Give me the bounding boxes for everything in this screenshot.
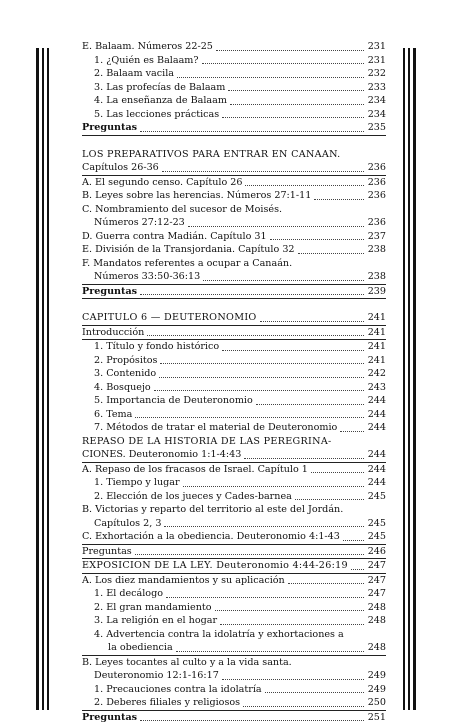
dot-leader	[177, 77, 364, 78]
toc-entry	[82, 435, 386, 449]
toc-entry	[82, 81, 386, 95]
toc-entry	[82, 326, 386, 341]
left-margin-bar-3	[47, 48, 49, 710]
toc-page-number: 244	[366, 394, 386, 408]
toc-entry	[82, 601, 386, 615]
dot-leader	[135, 417, 364, 418]
dot-leader	[183, 486, 364, 487]
toc-entry-text: 1. Tiempo y lugar	[94, 476, 180, 490]
toc-entry	[82, 108, 386, 122]
toc-entry-text: Capítulos 2, 3	[94, 517, 161, 531]
toc-entry	[82, 490, 386, 504]
toc-entry-text: 3. Contenido	[94, 367, 156, 381]
dot-leader	[244, 458, 364, 459]
toc-entry	[82, 394, 386, 408]
toc-entry-text: 5. Las lecciones prácticas	[94, 108, 219, 122]
toc-entry-text: 4. La enseñanza de Balaam	[94, 94, 227, 108]
toc-entry	[82, 340, 386, 354]
dot-leader	[147, 335, 364, 336]
toc-entry	[82, 94, 386, 108]
dot-leader	[176, 651, 364, 652]
toc-page-number: 241	[366, 311, 386, 325]
toc-entry	[82, 161, 386, 176]
dot-leader	[343, 540, 364, 541]
toc-page-number: 244	[366, 448, 386, 462]
toc-page-number: 234	[366, 108, 386, 122]
toc-entry	[82, 711, 386, 724]
dot-leader	[314, 199, 364, 200]
toc-entry-text: CAPITULO 6 — DEUTERONOMIO	[82, 311, 257, 325]
right-margin-bar-1	[403, 48, 405, 710]
toc-page-number: 234	[366, 94, 386, 108]
toc-entry-text: 6. Tema	[94, 408, 132, 422]
toc-page-number: 236	[366, 189, 386, 203]
section-gap	[82, 136, 386, 148]
toc-page-number: 243	[366, 381, 386, 395]
right-margin-bar-3	[413, 48, 416, 710]
dot-leader	[222, 117, 364, 118]
dot-leader	[215, 610, 364, 611]
dot-leader	[202, 63, 364, 64]
section-gap	[82, 299, 386, 311]
dot-leader	[135, 554, 364, 555]
toc-entry	[82, 559, 386, 574]
toc-page-number: 237	[366, 230, 386, 244]
toc-page-number: 251	[366, 711, 386, 724]
toc-entry	[82, 243, 386, 257]
toc-page-number: 236	[366, 216, 386, 230]
toc-entry	[82, 270, 386, 285]
dot-leader	[243, 706, 364, 707]
toc-entry-text: B. Leyes tocantes al culto y a la vida santa.	[82, 656, 292, 670]
dot-leader	[164, 526, 364, 527]
dot-leader	[222, 679, 364, 680]
toc-entry-text: Números 33:50-36:13	[94, 270, 200, 284]
toc-page-number: 248	[366, 641, 386, 655]
toc-entry-text: 7. Métodos de tratar el material de Deuteronomio	[94, 421, 337, 435]
toc-entry-text: C. Exhortación a la obediencia. Deuteronomio 4:1-43	[82, 530, 340, 544]
dot-leader	[154, 390, 364, 391]
dot-leader	[222, 350, 364, 351]
toc-entry	[82, 203, 386, 217]
toc-entry-text: B. Leyes sobre las herencias. Números 27:1-11	[82, 189, 311, 203]
toc-page-number: 249	[366, 669, 386, 683]
dot-leader	[245, 185, 364, 186]
toc-page-number: 245	[366, 517, 386, 531]
toc-page-number: 245	[366, 490, 386, 504]
toc-page-number: 231	[366, 54, 386, 68]
toc-entry	[82, 148, 386, 162]
dot-leader	[228, 90, 364, 91]
dot-leader	[295, 499, 364, 500]
toc-entry	[82, 545, 386, 560]
toc-entry	[82, 641, 386, 656]
toc-page-number: 247	[366, 574, 386, 588]
left-margin-bar-2	[42, 48, 44, 710]
toc-entry-text: 3. Las profecías de Balaam	[94, 81, 225, 95]
toc-entry-text: 1. El decálogo	[94, 587, 163, 601]
toc-page-number: 244	[366, 476, 386, 490]
toc-page-number: 250	[366, 696, 386, 710]
right-margin-bar-2	[408, 48, 410, 710]
dot-leader	[216, 50, 364, 51]
dot-leader	[140, 294, 364, 295]
dot-leader	[351, 569, 364, 570]
toc-entry	[82, 176, 386, 190]
toc-entry	[82, 683, 386, 697]
toc-entry-text: Capítulos 26-36	[82, 161, 159, 175]
toc-entry	[82, 257, 386, 271]
toc-entry-text: 1. Precauciones contra la idolatría	[94, 683, 262, 697]
toc-entry	[82, 367, 386, 381]
toc-entry	[82, 517, 386, 531]
dot-leader	[270, 239, 364, 240]
toc-entry	[82, 230, 386, 244]
dot-leader	[160, 363, 364, 364]
toc-page-number: 249	[366, 683, 386, 697]
toc-page-number: 233	[366, 81, 386, 95]
dot-leader	[220, 624, 364, 625]
table-of-contents	[82, 40, 386, 724]
toc-entry-text: 2. Deberes filiales y religiosos	[94, 696, 240, 710]
toc-page-number: 241	[366, 326, 386, 340]
dot-leader	[265, 692, 364, 693]
toc-page-number: 232	[366, 67, 386, 81]
dot-leader	[140, 131, 364, 132]
toc-entry-text: A. El segundo censo. Capítulo 26	[82, 176, 242, 190]
dot-leader	[311, 472, 364, 473]
toc-page-number: 246	[366, 545, 386, 559]
toc-page-number: 247	[366, 559, 386, 573]
toc-entry	[82, 503, 386, 517]
toc-entry-text: REPASO DE LA HISTORIA DE LAS PEREGRINA-	[82, 435, 332, 449]
dot-leader	[340, 431, 364, 432]
toc-page-number: 236	[366, 161, 386, 175]
toc-entry-text: C. Nombramiento del sucesor de Moisés.	[82, 203, 282, 217]
toc-entry-text: 1. Título y fondo histórico	[94, 340, 219, 354]
dot-leader	[162, 171, 364, 172]
toc-entry-text: F. Mandatos referentes a ocupar a Canaán.	[82, 257, 292, 271]
toc-page-number: 244	[366, 421, 386, 435]
toc-entry	[82, 311, 386, 326]
toc-entry	[82, 121, 386, 136]
toc-entry-text: 1. ¿Quién es Balaam?	[94, 54, 199, 68]
toc-page-number: 244	[366, 408, 386, 422]
dot-leader	[159, 377, 364, 378]
toc-page-number: 231	[366, 40, 386, 54]
dot-leader	[188, 226, 364, 227]
toc-page-number: 244	[366, 463, 386, 477]
toc-entry-text: 3. La religión en el hogar	[94, 614, 217, 628]
toc-entry-text: 4. Bosquejo	[94, 381, 151, 395]
toc-entry-text: Preguntas	[82, 545, 132, 559]
toc-entry-text: 2. El gran mandamiento	[94, 601, 212, 615]
left-margin-bar-1	[36, 48, 39, 710]
toc-entry	[82, 574, 386, 588]
toc-entry-text: LOS PREPARATIVOS PARA ENTRAR EN CANAAN.	[82, 148, 341, 162]
dot-leader	[260, 321, 364, 322]
toc-page-number: 248	[366, 601, 386, 615]
toc-entry-text: CIONES. Deuteronomio 1:1-4:43	[82, 448, 241, 462]
toc-entry	[82, 40, 386, 54]
toc-entry	[82, 421, 386, 435]
toc-page-number: 235	[366, 121, 386, 135]
toc-entry	[82, 587, 386, 601]
toc-entry	[82, 54, 386, 68]
toc-entry-text: E. División de la Transjordania. Capítulo 32	[82, 243, 295, 257]
toc-entry	[82, 408, 386, 422]
toc-entry-text: Deuteronomio 12:1-16:17	[94, 669, 219, 683]
toc-entry	[82, 354, 386, 368]
toc-entry	[82, 696, 386, 711]
toc-page-number: 241	[366, 340, 386, 354]
toc-entry	[82, 448, 386, 463]
toc-entry-text: Preguntas	[82, 711, 137, 724]
toc-entry-text: A. Repaso de los fracasos de Israel. Capítulo 1	[82, 463, 308, 477]
toc-entry-text: Preguntas	[82, 285, 137, 299]
toc-entry-text: 2. Propósitos	[94, 354, 157, 368]
toc-page-number: 238	[366, 243, 386, 257]
toc-entry	[82, 656, 386, 670]
dot-leader	[140, 720, 364, 721]
toc-page-number: 239	[366, 285, 386, 299]
toc-page-number: 248	[366, 614, 386, 628]
toc-entry-text: B. Victorias y reparto del territorio al este del Jordán.	[82, 503, 343, 517]
toc-page-number: 238	[366, 270, 386, 284]
toc-entry	[82, 463, 386, 477]
toc-page-number: 245	[366, 530, 386, 544]
dot-leader	[230, 104, 364, 105]
dot-leader	[288, 583, 364, 584]
toc-entry-text: 2. Balaam vacila	[94, 67, 174, 81]
toc-entry	[82, 628, 386, 642]
toc-entry-text: 4. Advertencia contra la idolatría y exhortaciones a	[94, 628, 344, 642]
toc-entry-text: A. Los diez mandamientos y su aplicación	[82, 574, 285, 588]
toc-entry-text: Introducción	[82, 326, 144, 340]
toc-entry-text: Números 27:12-23	[94, 216, 185, 230]
toc-page-number: 242	[366, 367, 386, 381]
dot-leader	[203, 280, 364, 281]
toc-entry-text: EXPOSICION DE LA LEY. Deuteronomio 4:44-26:19	[82, 559, 348, 573]
toc-entry-text: 5. Importancia de Deuteronomio	[94, 394, 253, 408]
toc-entry-text: 2. Elección de los jueces y Cades-barnea	[94, 490, 292, 504]
toc-entry	[82, 614, 386, 628]
toc-entry-text: D. Guerra contra Madián. Capítulo 31	[82, 230, 267, 244]
toc-entry	[82, 67, 386, 81]
toc-entry	[82, 381, 386, 395]
toc-entry	[82, 216, 386, 230]
toc-entry-text: E. Balaam. Números 22-25	[82, 40, 213, 54]
toc-entry	[82, 476, 386, 490]
dot-leader	[256, 404, 364, 405]
toc-entry	[82, 189, 386, 203]
toc-entry-text: Preguntas	[82, 121, 137, 135]
toc-entry	[82, 669, 386, 683]
dot-leader	[298, 253, 364, 254]
dot-leader	[166, 597, 364, 598]
toc-entry	[82, 285, 386, 300]
toc-page-number: 241	[366, 354, 386, 368]
toc-page-number: 247	[366, 587, 386, 601]
toc-entry	[82, 530, 386, 545]
toc-page-number: 236	[366, 176, 386, 190]
toc-entry-text: la obediencia	[108, 641, 173, 655]
